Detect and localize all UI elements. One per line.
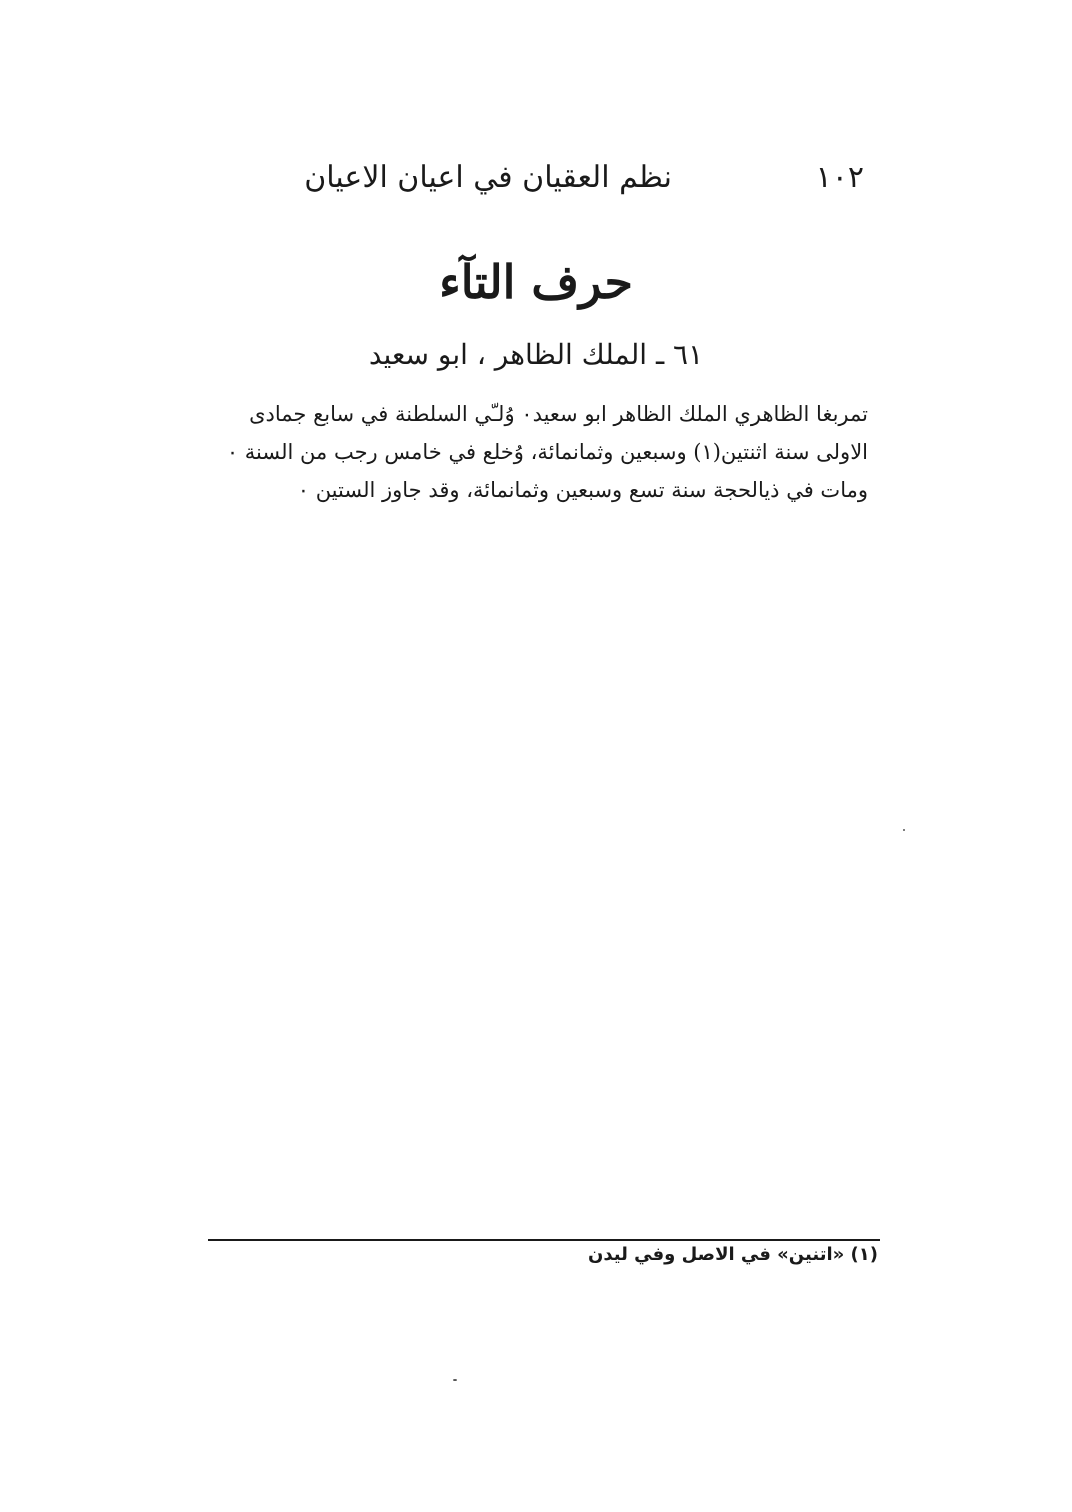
chapter-heading: حرف التآء bbox=[439, 255, 633, 309]
entry-heading: ٦١ ـ الملك الظاهر ، ابو سعيد bbox=[368, 338, 704, 371]
footnote: (١) «اتنين» في الاصل وفي ليدن bbox=[588, 1244, 878, 1265]
scan-speck bbox=[453, 1379, 457, 1381]
page-number: ١٠٢ bbox=[815, 160, 864, 195]
body-line: تمربغا الظاهري الملك الظاهر ابو سعيد٠ وُلـّي السلطنة في سابع جمادى bbox=[249, 402, 868, 426]
body-line: ومات في ذيالحجة سنة تسع وسبعين وثمانمائة، وقد جاوز الستين ٠ bbox=[297, 478, 868, 502]
footnote-divider bbox=[208, 1239, 880, 1241]
entry-body bbox=[202, 395, 868, 509]
running-title: نظم العقيان في اعيان الاعيان bbox=[304, 160, 672, 195]
body-line: الاولى سنة اثنتين(١) وسبعين وثمانمائة، وُخلع في خامس رجب من السنة ٠ bbox=[226, 440, 868, 464]
scan-speck bbox=[903, 829, 905, 831]
